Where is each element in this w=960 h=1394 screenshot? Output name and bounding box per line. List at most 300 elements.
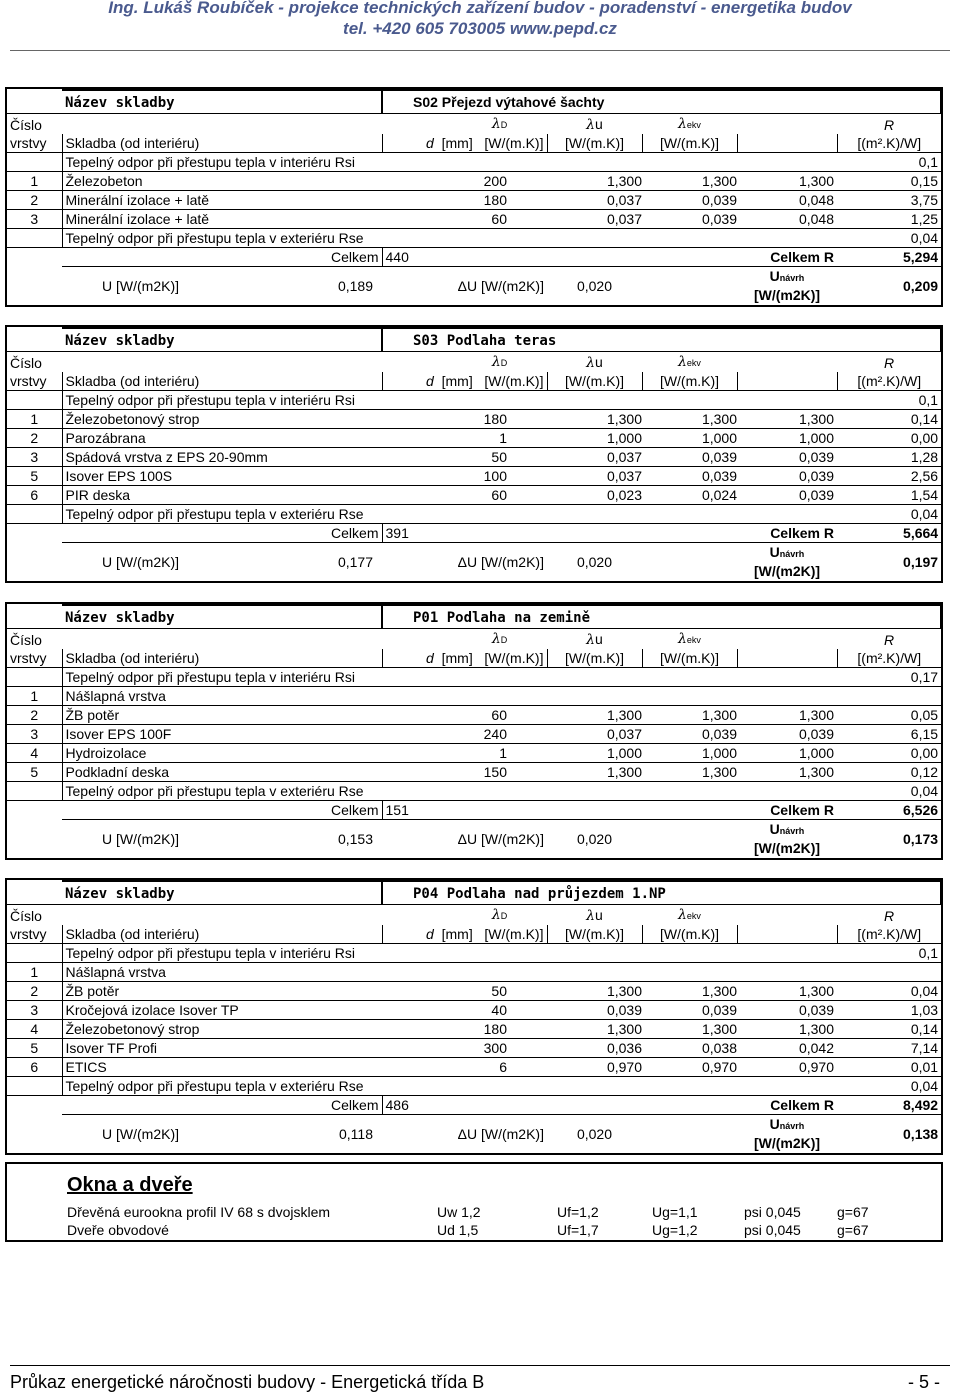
layer-lambda-d: 0,970: [606, 1059, 642, 1075]
layer-row: [7, 448, 941, 467]
layer-r: 0,01: [910, 1059, 939, 1075]
lambda-ekv-symbol: λ: [678, 907, 687, 923]
u-navrh-sub: návrh: [779, 826, 805, 836]
layer-lambda-d: [547, 687, 642, 706]
layer-row: [7, 1039, 941, 1058]
layer-thickness: 60: [491, 707, 507, 723]
header-divider: [10, 50, 950, 51]
section-name-row: [7, 90, 941, 114]
layer-r: 0,00: [910, 430, 939, 446]
door-ug: Ug=1,2: [652, 1222, 698, 1238]
col-d: d: [426, 926, 434, 942]
lambda-u-symbol: λ: [586, 908, 596, 924]
lambda-u-symbol: λ: [586, 632, 596, 648]
layer-row: [7, 210, 941, 229]
u-label: U [W/(m2K)]: [102, 278, 179, 294]
layer-thickness: 1: [499, 430, 507, 446]
lambda-d-symbol: λ: [491, 116, 501, 132]
layer-lambda-d: 1,300: [606, 983, 642, 999]
column-header-row: [7, 629, 941, 650]
u-value: 0,118: [339, 1126, 373, 1142]
layer-number: 3: [30, 449, 39, 465]
layer-lambda-ekv: 1,300: [798, 173, 834, 189]
u-value: 0,153: [337, 831, 373, 847]
col-d: d: [426, 373, 434, 389]
layer-lambda-u: [642, 963, 737, 982]
layer-row: [7, 1058, 941, 1077]
delta-u-label: ΔU [W/(m2K)]: [457, 1126, 544, 1142]
layer-thickness: 150: [483, 764, 507, 780]
layer-lambda-u: 1,000: [701, 745, 737, 761]
lambda-ekv-sub: ekv: [686, 911, 701, 921]
layer-number: 5: [30, 764, 39, 780]
layer-lambda-ekv: 0,039: [798, 468, 834, 484]
total-row: [7, 1096, 941, 1115]
layer-thickness: 200: [483, 173, 507, 189]
col-cislo: Číslo: [10, 632, 42, 648]
layer-lambda-d: 0,037: [606, 192, 642, 208]
section-title: P01 Podlaha na zemině: [413, 609, 591, 626]
layer-lambda-d: 0,037: [606, 726, 642, 742]
layer-r: 1,28: [910, 449, 939, 465]
layer-r: 0,14: [910, 1021, 939, 1037]
door-u: Ud 1,5: [437, 1222, 479, 1238]
layer-thickness: [382, 687, 547, 706]
lambda-u-symbol: λ: [586, 117, 596, 133]
layer-lambda-d: 0,037: [606, 468, 642, 484]
layer-lambda-u: 1,300: [701, 707, 737, 723]
section-title: S02 Přejezd výtahové šachty: [413, 94, 605, 110]
col-r: R: [883, 117, 895, 133]
layer-lambda-d: 1,000: [606, 745, 642, 761]
layer-thickness: 240: [483, 726, 507, 742]
rse-label: Tepelný odpor při přestupu tepla v exteriéru Rse: [62, 229, 737, 248]
unit-lambda-ekv: [W/(m.K)]: [642, 134, 737, 153]
layer-lambda-u: 0,024: [701, 487, 737, 503]
layer-name: Podkladní deska: [62, 763, 382, 782]
window-psi: psi 0,045: [744, 1204, 801, 1220]
layer-name: Isover TF Profi: [62, 1039, 382, 1058]
layer-lambda-d: 1,300: [606, 411, 642, 427]
delta-u-label: ΔU [W/(m2K)]: [457, 278, 544, 294]
u-navrh-unit: [W/(m2K)]: [753, 287, 821, 303]
layer-lambda-ekv: 1,300: [798, 411, 834, 427]
composition-table: [7, 880, 942, 1153]
windows-doors-section: [5, 1162, 943, 1242]
layer-lambda-d: 0,023: [606, 487, 642, 503]
section-name-row: [7, 881, 941, 905]
footer: [10, 1372, 950, 1393]
total-r-value: 5,294: [837, 248, 941, 267]
layer-lambda-u: 0,039: [701, 726, 737, 742]
layer-number: 2: [30, 192, 39, 208]
col-mm: [mm]: [441, 135, 473, 151]
section-name-row: [7, 605, 941, 629]
layer-r: 0,05: [910, 707, 939, 723]
col-r: R: [883, 908, 895, 924]
u-navrh-sub: návrh: [779, 549, 805, 559]
col-vrstvy: vrstvy: [7, 649, 62, 668]
total-thickness: 391: [382, 524, 547, 543]
composition-section: [5, 325, 943, 583]
col-skladba: Skladba (od interiéru): [62, 372, 382, 391]
layer-number: 2: [30, 707, 39, 723]
composition-section: [5, 878, 943, 1155]
unit-lambda-ekv: [W/(m.K)]: [642, 372, 737, 391]
u-values-row: [7, 543, 941, 582]
layer-thickness: 1: [499, 745, 507, 761]
layer-r: 0,15: [910, 173, 939, 189]
u-navrh-unit: [W/(m2K)]: [753, 840, 821, 856]
section-title: S03 Podlaha teras: [413, 332, 557, 349]
u-navrh-sub: návrh: [779, 273, 805, 283]
layer-thickness: 50: [491, 449, 507, 465]
total-r-label: Celkem R: [737, 801, 837, 820]
total-label: Celkem: [62, 524, 382, 543]
total-row: [7, 801, 941, 820]
col-skladba: Skladba (od interiéru): [62, 925, 382, 944]
layer-lambda-u: 0,039: [701, 468, 737, 484]
total-r-label: Celkem R: [737, 248, 837, 267]
layer-number: 1: [30, 173, 39, 189]
lambda-d-symbol: λ: [491, 907, 501, 923]
door-g: g=67: [837, 1222, 869, 1238]
column-header-row: [7, 905, 941, 926]
lambda-u-sub: u: [595, 907, 603, 923]
layer-lambda-ekv: 1,300: [798, 1021, 834, 1037]
composition-section: [5, 602, 943, 860]
total-thickness: 486: [382, 1096, 547, 1115]
header-line2: tel. +420 605 703005 www.pepd.cz: [343, 19, 617, 38]
rse-row: [7, 1077, 941, 1096]
layer-r: 1,25: [910, 211, 939, 227]
layer-row: [7, 706, 941, 725]
layer-lambda-ekv: 0,048: [798, 192, 834, 208]
rse-row: [7, 505, 941, 524]
layer-lambda-d: 1,300: [606, 173, 642, 189]
layer-lambda-u: 1,300: [701, 764, 737, 780]
layer-r: 1,54: [910, 487, 939, 503]
u-navrh-value: 0,138: [903, 1126, 939, 1142]
layer-r: 0,14: [910, 411, 939, 427]
layer-number: 5: [30, 468, 39, 484]
layer-name: Minerální izolace + latě: [62, 210, 382, 229]
layer-lambda-ekv: 0,048: [798, 211, 834, 227]
unit-lambda-ekv: [W/(m.K)]: [642, 925, 737, 944]
unit-header-row: [7, 134, 941, 153]
unit-lambda-u: [W/(m.K)]: [547, 649, 642, 668]
layer-thickness: 180: [483, 1021, 507, 1037]
layer-lambda-ekv: 0,039: [798, 726, 834, 742]
layer-name: Minerální izolace + latě: [62, 191, 382, 210]
rsi-value: 0,1: [918, 945, 939, 961]
rse-row: [7, 229, 941, 248]
header-line1: Ing. Lukáš Roubíček - projekce technických zařízení budov - poradenství - energetika budov: [108, 0, 852, 17]
layer-name: ETICS: [62, 1058, 382, 1077]
unit-lambda-ekv: [W/(m.K)]: [642, 649, 737, 668]
rse-label: Tepelný odpor při přestupu tepla v exteriéru Rse: [62, 1077, 737, 1096]
delta-u-label: ΔU [W/(m2K)]: [457, 554, 544, 570]
u-value: 0,177: [337, 554, 373, 570]
window-ug: Ug=1,1: [652, 1204, 698, 1220]
layer-name: Železobetonový strop: [62, 410, 382, 429]
delta-u-value: 0,020: [576, 278, 613, 294]
col-mm: [mm]: [441, 926, 473, 942]
lambda-d-sub: D: [500, 635, 508, 645]
unit-r: [(m².K)/W]: [837, 925, 941, 944]
window-u: Uw 1,2: [437, 1204, 481, 1220]
rsi-value: 0,1: [918, 392, 939, 408]
unit-lambda-u: [W/(m.K)]: [547, 925, 642, 944]
total-r-value: 6,526: [837, 801, 941, 820]
layer-lambda-u: 1,300: [701, 173, 737, 189]
layer-lambda-d: 0,037: [606, 449, 642, 465]
delta-u-value: 0,020: [576, 831, 613, 847]
u-navrh-label: U: [769, 821, 780, 837]
layer-r: 0,00: [910, 745, 939, 761]
layer-name: Kročejová izolace Isover TP: [62, 1001, 382, 1020]
layer-lambda-ekv: 0,039: [798, 449, 834, 465]
u-navrh-label: U: [769, 1116, 780, 1132]
layer-number: 1: [30, 964, 39, 980]
col-r: R: [883, 632, 895, 648]
layer-name: Spádová vrstva z EPS 20-90mm: [62, 448, 382, 467]
lambda-u-sub: u: [595, 354, 603, 370]
rse-value: 0,04: [910, 1078, 939, 1094]
unit-header-row: [7, 372, 941, 391]
rsi-row: [7, 668, 941, 687]
layer-lambda-u: [642, 687, 737, 706]
layer-name: Železobeton: [62, 172, 382, 191]
col-mm: [mm]: [441, 373, 473, 389]
layer-name: Isover EPS 100F: [62, 725, 382, 744]
footer-divider: [10, 1365, 950, 1366]
layer-lambda-ekv: [737, 687, 837, 706]
layer-lambda-ekv: 1,300: [798, 707, 834, 723]
unit-r: [(m².K)/W]: [837, 134, 941, 153]
lambda-u-symbol: λ: [586, 355, 596, 371]
col-vrstvy: vrstvy: [7, 925, 62, 944]
layer-lambda-u: 0,039: [701, 211, 737, 227]
layer-name: ŽB potěr: [62, 982, 382, 1001]
layer-name: Železobetonový strop: [62, 1020, 382, 1039]
u-navrh-unit: [W/(m2K)]: [753, 1135, 821, 1151]
layer-lambda-u: 0,039: [701, 192, 737, 208]
column-header-row: [7, 352, 941, 373]
layer-number: 3: [30, 211, 39, 227]
layer-lambda-ekv: 0,042: [798, 1040, 834, 1056]
lambda-ekv-symbol: λ: [678, 631, 687, 647]
layer-name: Nášlapná vrstva: [62, 687, 382, 706]
layer-lambda-d: 0,036: [606, 1040, 642, 1056]
section-name-row: [7, 328, 941, 352]
layer-row: [7, 1020, 941, 1039]
layer-r: 3,75: [910, 192, 939, 208]
unit-r: [(m².K)/W]: [837, 649, 941, 668]
rsi-row: [7, 391, 941, 410]
rsi-value: 0,17: [910, 669, 939, 685]
layer-lambda-ekv: 1,000: [798, 430, 834, 446]
column-header-row: [7, 114, 941, 135]
layer-number: 6: [30, 487, 39, 503]
layer-thickness: 180: [483, 192, 507, 208]
rse-value: 0,04: [910, 783, 939, 799]
door-name: Dveře obvodové: [67, 1222, 169, 1238]
rsi-label: Tepelný odpor při přestupu tepla v interiéru Rsi: [62, 153, 737, 172]
window-name: Dřevěná eurookna profil IV 68 s dvojsklem: [67, 1204, 331, 1220]
u-navrh-sub: návrh: [779, 1121, 805, 1131]
lambda-d-sub: D: [500, 120, 508, 130]
layer-lambda-ekv: 1,000: [798, 745, 834, 761]
rse-row: [7, 782, 941, 801]
door-psi: psi 0,045: [744, 1222, 801, 1238]
lambda-ekv-sub: ekv: [686, 120, 701, 130]
windows-row: [67, 1204, 927, 1222]
layer-name: PIR deska: [62, 486, 382, 505]
doors-row: [67, 1222, 927, 1240]
unit-lambda-d: [W/(m.K)]: [484, 373, 544, 389]
layer-row: [7, 763, 941, 782]
layer-lambda-u: 0,039: [701, 449, 737, 465]
layer-lambda-ekv: 1,300: [798, 983, 834, 999]
layer-thickness: 180: [483, 411, 507, 427]
delta-u-value: 0,020: [576, 554, 613, 570]
unit-lambda-u: [W/(m.K)]: [547, 372, 642, 391]
u-values-row: [7, 1115, 941, 1154]
window-g: g=67: [837, 1204, 869, 1220]
layer-thickness: 300: [483, 1040, 507, 1056]
total-row: [7, 248, 941, 267]
layer-lambda-u: 0,038: [701, 1040, 737, 1056]
u-label: U [W/(m2K)]: [102, 554, 179, 570]
lambda-d-symbol: λ: [491, 354, 501, 370]
layer-name: Nášlapná vrstva: [62, 963, 382, 982]
layer-number: 5: [30, 1040, 39, 1056]
layer-lambda-u: 1,300: [701, 1021, 737, 1037]
layer-lambda-d: 1,000: [606, 430, 642, 446]
rsi-label: Tepelný odpor při přestupu tepla v interiéru Rsi: [62, 944, 737, 963]
door-uf: Uf=1,7: [557, 1222, 599, 1238]
layer-r: 0,12: [910, 764, 939, 780]
lambda-d-sub: D: [500, 358, 508, 368]
layer-r: [837, 963, 941, 982]
total-r-label: Celkem R: [737, 1096, 837, 1115]
layer-lambda-ekv: 1,300: [798, 764, 834, 780]
layer-lambda-u: 1,300: [701, 983, 737, 999]
layer-lambda-u: 0,039: [701, 1002, 737, 1018]
composition-section: [5, 87, 943, 307]
layer-thickness: 100: [483, 468, 507, 484]
layer-lambda-d: 1,300: [606, 1021, 642, 1037]
unit-header-row: [7, 925, 941, 944]
composition-table: [7, 604, 942, 858]
layer-name: Isover EPS 100S: [62, 467, 382, 486]
u-value: 0,189: [337, 278, 373, 294]
section-name-label: Název skladby: [65, 609, 175, 626]
unit-lambda-u: [W/(m.K)]: [547, 134, 642, 153]
section-name-label: Název skladby: [65, 885, 175, 902]
rse-value: 0,04: [910, 230, 939, 246]
rsi-row: [7, 153, 941, 172]
layer-lambda-d: 1,300: [606, 707, 642, 723]
unit-lambda-d: [W/(m.K)]: [484, 135, 544, 151]
total-label: Celkem: [62, 248, 382, 267]
composition-table: [7, 327, 942, 581]
rse-label: Tepelný odpor při přestupu tepla v exteriéru Rse: [62, 505, 737, 524]
layer-thickness: 40: [491, 1002, 507, 1018]
layer-row: [7, 744, 941, 763]
layer-number: 4: [30, 745, 39, 761]
layer-thickness: 6: [499, 1059, 507, 1075]
layer-lambda-ekv: 0,970: [798, 1059, 834, 1075]
layer-r: 2,56: [910, 468, 939, 484]
layer-row: [7, 486, 941, 505]
layer-row: [7, 725, 941, 744]
u-navrh-label: U: [769, 544, 780, 560]
layer-lambda-d: 0,039: [606, 1002, 642, 1018]
layer-row: [7, 410, 941, 429]
total-label: Celkem: [62, 801, 382, 820]
page-number: - 5 -: [907, 1372, 940, 1392]
composition-table: [7, 89, 942, 305]
layer-row: [7, 963, 941, 982]
u-navrh-value: 0,173: [903, 831, 939, 847]
col-cislo: Číslo: [10, 908, 42, 924]
layer-number: 3: [30, 1002, 39, 1018]
lambda-d-sub: D: [500, 911, 508, 921]
layer-name: Hydroizolace: [62, 744, 382, 763]
col-d: d: [426, 650, 434, 666]
windows-doors-title: Okna a dveře: [67, 1174, 193, 1196]
col-r: R: [883, 355, 895, 371]
layer-number: 2: [30, 983, 39, 999]
total-r-value: 5,664: [837, 524, 941, 543]
u-values-row: [7, 267, 941, 306]
unit-header-row: [7, 649, 941, 668]
layer-row: [7, 467, 941, 486]
rse-value: 0,04: [910, 506, 939, 522]
layer-lambda-u: 0,970: [701, 1059, 737, 1075]
layer-lambda-ekv: 0,039: [798, 487, 834, 503]
lambda-ekv-symbol: λ: [678, 116, 687, 132]
layer-thickness: 60: [491, 211, 507, 227]
rse-label: Tepelný odpor při přestupu tepla v exteriéru Rse: [62, 782, 737, 801]
section-name-label: Název skladby: [65, 94, 175, 111]
layer-name: Parozábrana: [62, 429, 382, 448]
col-mm: [mm]: [441, 650, 473, 666]
u-navrh-value: 0,209: [902, 278, 939, 294]
u-label: U [W/(m2K)]: [102, 1126, 179, 1142]
layer-lambda-u: 1,000: [701, 430, 737, 446]
layer-lambda-d: [547, 963, 642, 982]
layer-number: 2: [30, 430, 39, 446]
layer-thickness: 50: [491, 983, 507, 999]
col-skladba: Skladba (od interiéru): [62, 134, 382, 153]
lambda-ekv-sub: ekv: [686, 635, 701, 645]
layer-row: [7, 429, 941, 448]
layer-r: [837, 687, 941, 706]
total-row: [7, 524, 941, 543]
unit-lambda-d: [W/(m.K)]: [484, 926, 544, 942]
col-vrstvy: vrstvy: [7, 372, 62, 391]
lambda-d-symbol: λ: [491, 631, 501, 647]
lambda-u-sub: u: [595, 631, 603, 647]
layer-r: 6,15: [910, 726, 939, 742]
rsi-row: [7, 944, 941, 963]
lambda-ekv-sub: ekv: [686, 358, 701, 368]
section-name-label: Název skladby: [65, 332, 175, 349]
layer-lambda-d: 0,037: [606, 211, 642, 227]
